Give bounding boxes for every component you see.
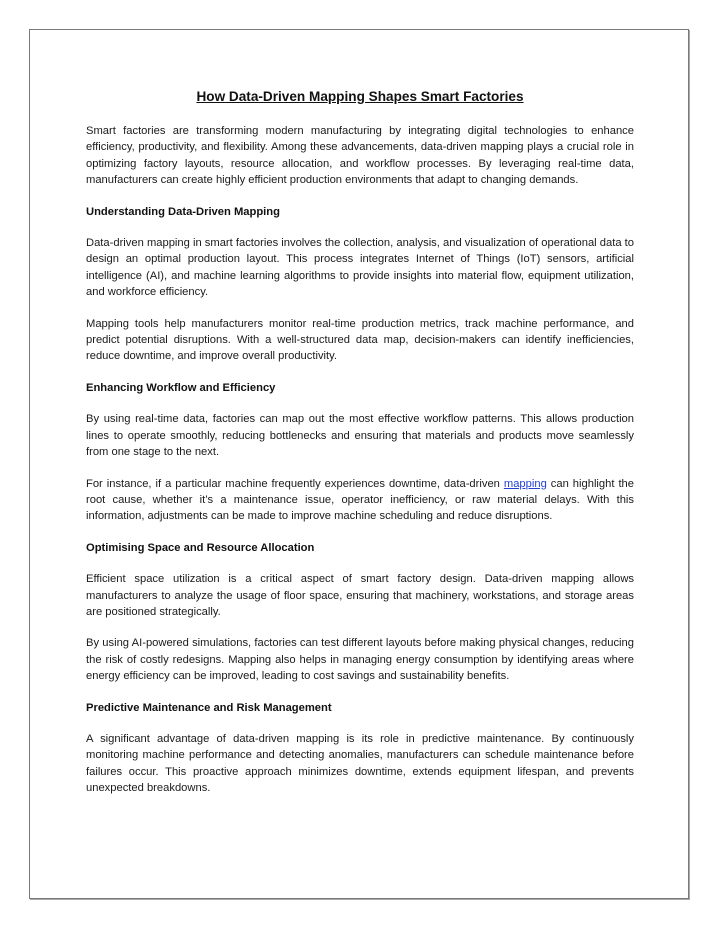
section2-paragraph-1: By using real-time data, factories can map out the most effective workflow patterns. This allows production lines to operate smoothly, reducing bottlenecks and ensuring that materials and products move seamlessly from one stage to the next. (86, 413, 634, 459)
document-title: How Data-Driven Mapping Shapes Smart Factories (196, 89, 524, 104)
section1-paragraph-2: Mapping tools help manufacturers monitor real-time production metrics, track machine performance, and predict potential disruptions. With a well-structured data map, decision-makers can identify inefficiencies, reduce downtime, and improve overall productivity. (86, 317, 634, 363)
document-page (29, 29, 689, 899)
intro-paragraph: Smart factories are transforming modern manufacturing by integrating digital technologies to enhance efficiency, productivity, and flexibility. Among these advancements, data-driven mapping plays a crucial role in optimizing factory layouts, resource allocation, and workflow processes. By leveraging real-time data, manufacturers can create highly efficient production environments that adapt to changing demands. (86, 125, 634, 187)
section-heading-maintenance: Predictive Maintenance and Risk Management (86, 701, 332, 714)
section3-paragraph-1: Efficient space utilization is a critical aspect of smart factory design. Data-driven mapping allows manufacturers to analyze the usage of floor space, ensuring that machinery, workstations, and storage areas are positioned strategically. (86, 573, 634, 618)
section2-paragraph-2 (86, 476, 634, 525)
section-heading-understanding: Understanding Data-Driven Mapping (86, 205, 280, 218)
section2-paragraph-2-text-after: can highlight the root cause, whether it’s a maintenance issue, operator inefficiency, or raw material delays. With this information, adjustments can be made to improve machine scheduling and reduce disruptions. (86, 477, 634, 523)
section2-paragraph-2-text-before: For instance, if a particular machine frequently experiences downtime, data-driven (86, 477, 504, 490)
section-heading-space: Optimising Space and Resource Allocation (86, 541, 315, 554)
section3-paragraph-2: By using AI-powered simulations, factories can test different layouts before making physical changes, reducing the risk of costly redesigns. Mapping also helps in managing energy consumption by identifying areas where energy efficiency can be improved, leading to cost savings and sustainability benefits. (86, 637, 634, 683)
section4-paragraph-1: A significant advantage of data-driven mapping is its role in predictive maintenance. By continuously monitoring machine performance and detecting anomalies, manufacturers can schedule maintenance before failures occur. This proactive approach minimizes downtime, extends equipment lifespan, and prevents unexpected breakdowns. (86, 732, 634, 795)
document-content (86, 88, 634, 812)
mapping-link[interactable]: mapping (503, 477, 547, 490)
section1-paragraph-1: Data-driven mapping in smart factories involves the collection, analysis, and visualization of operational data to design an optimal production layout. This process integrates Internet of Things (IoT) sensors, artificial intelligence (AI), and machine learning algorithms to provide insights into material flow, equipment utilization, and workforce efficiency. (86, 237, 634, 299)
section-heading-workflow: Enhancing Workflow and Efficiency (86, 381, 276, 394)
